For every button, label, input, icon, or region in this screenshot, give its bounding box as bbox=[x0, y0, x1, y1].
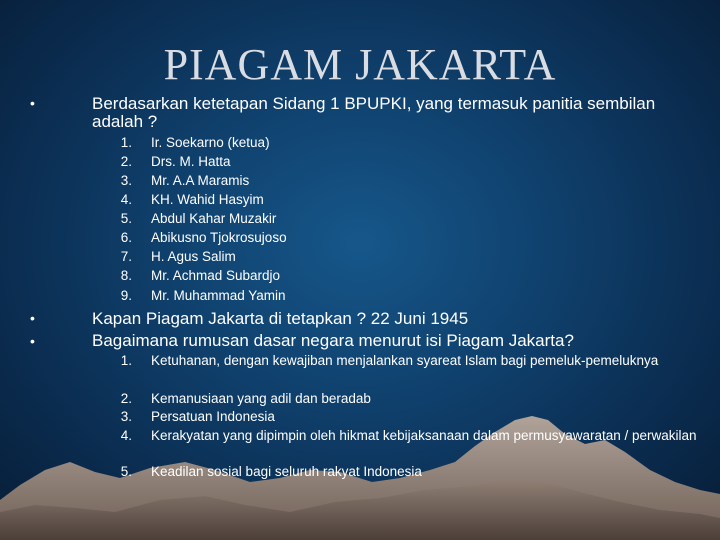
list-item: Ketuhanan, dengan kewajiban menjalankan syareat Islam bagi pemeluk-pemeluknya bbox=[151, 353, 659, 368]
slide-title: PIAGAM JAKARTA bbox=[163, 40, 557, 89]
list-item: Mr. Muhammad Yamin bbox=[151, 288, 286, 303]
list-item: KH. Wahid Hasyim bbox=[151, 192, 264, 207]
list-item: Kemanusiaan yang adil dan beradab bbox=[151, 391, 371, 406]
list-number: 3. bbox=[120, 173, 132, 188]
list-item: Ir. Soekarno (ketua) bbox=[151, 135, 270, 150]
list-item: Abikusno Tjokrosujoso bbox=[151, 230, 287, 245]
list-item: H. Agus Salim bbox=[151, 249, 236, 264]
list-number: 1. bbox=[120, 135, 132, 150]
list-number: 4. bbox=[120, 192, 132, 207]
list-item: Keadilan sosial bagi seluruh rakyat Indonesia bbox=[151, 464, 422, 479]
bullet-icon: • bbox=[30, 95, 35, 111]
list-number: 3. bbox=[120, 409, 132, 424]
list-number: 9. bbox=[120, 288, 132, 303]
bullet-icon: • bbox=[30, 333, 35, 349]
question-2: Kapan Piagam Jakarta di tetapkan ? 22 Juni 1945 bbox=[92, 309, 469, 328]
list-item: Mr. A.A Maramis bbox=[151, 173, 250, 188]
list-number: 8. bbox=[120, 268, 132, 283]
list-item: Abdul Kahar Muzakir bbox=[151, 211, 277, 226]
question-1: Berdasarkan ketetapan Sidang 1 BPUPKI, yang termasuk panitia sembilan adalah ? bbox=[92, 94, 656, 131]
list-number: 7. bbox=[120, 249, 132, 264]
list-number: 1. bbox=[120, 353, 132, 368]
list-number: 2. bbox=[120, 154, 132, 169]
list-number: 6. bbox=[120, 230, 132, 245]
list-number: 4. bbox=[120, 428, 132, 443]
list-item: Persatuan Indonesia bbox=[151, 409, 275, 424]
bullet-icon: • bbox=[30, 310, 35, 326]
list-item: Mr. Achmad Subardjo bbox=[151, 268, 281, 283]
list-item: Drs. M. Hatta bbox=[151, 154, 231, 169]
list-item: Kerakyatan yang dipimpin oleh hikmat kebijaksanaan dalam permusyawaratan / perwakilan bbox=[151, 428, 697, 443]
list-number: 5. bbox=[120, 464, 132, 479]
question-3: Bagaimana rumusan dasar negara menurut isi Piagam Jakarta? bbox=[92, 331, 574, 350]
list-number: 2. bbox=[120, 391, 132, 406]
list-number: 5. bbox=[120, 211, 132, 226]
